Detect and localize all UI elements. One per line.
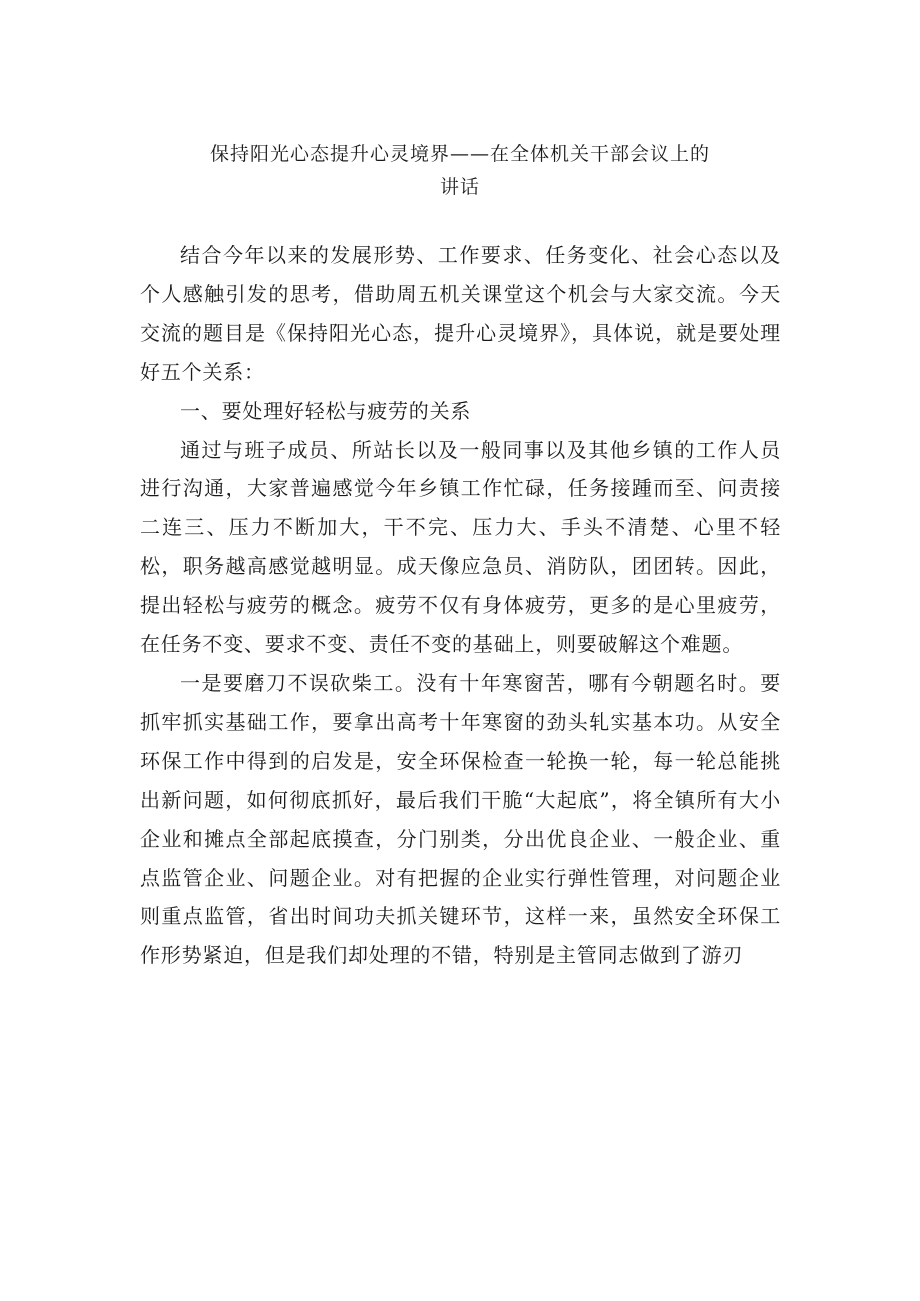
section-heading-1: 一、要处理好轻松与疲劳的关系 (180, 398, 472, 423)
document-title (140, 138, 780, 204)
paragraph-sharpen-the-axe: 一是要磨刀不误砍柴工。没有十年寒窗苦，哪有今朝题名时。要抓牢抓实基础工作，要拿出高考十年寒窗的劲头轧实基本功。从安全环保工作中得到的启发是，安全环保检查一轮换一轮，每一轮总能挑出新问题，如何彻底抓好，最后我们干脆“大起底”，将全镇所有大小企业和摊点全部起底摸查，分门别类，分出优良企业、一般企业、重点监管企业、问题企业。对有把握的企业实行弹性管理，对问题企业则重点监管，省出时间功夫抓关键环节，这样一来，虽然安全环保工作形势紧迫，但是我们却处理的不错，特别是主管同志做到了游刃 (140, 670, 781, 968)
title-line-1: 保持阳光心态提升心灵境界——在全体机关干部会议上的 (209, 143, 710, 165)
paragraph-relaxation-fatigue: 通过与班子成员、所站长以及一般同事以及其他乡镇的工作人员进行沟通，大家普遍感觉今年乡镇工作忙碌，任务接踵而至、问责接二连三、压力不断加大，干不完、压力大、手头不清楚、心里不轻松，职务越高感觉越明显。成天像应急员、消防队，团团转。因此，提出轻松与疲劳的概念。疲劳不仅有身体疲劳，更多的是心里疲劳，在任务不变、要求不变、责任不变的基础上，则要破解这个难题。 (140, 437, 781, 657)
document-body (140, 236, 781, 975)
paragraph-intro: 结合今年以来的发展形势、工作要求、任务变化、社会心态以及个人感触引发的思考，借助周五机关课堂这个机会与大家交流。今天交流的题目是《保持阳光心态，提升心灵境界》，具体说，就是要处理好五个关系： (140, 243, 781, 384)
title-line-2: 讲话 (439, 176, 480, 198)
